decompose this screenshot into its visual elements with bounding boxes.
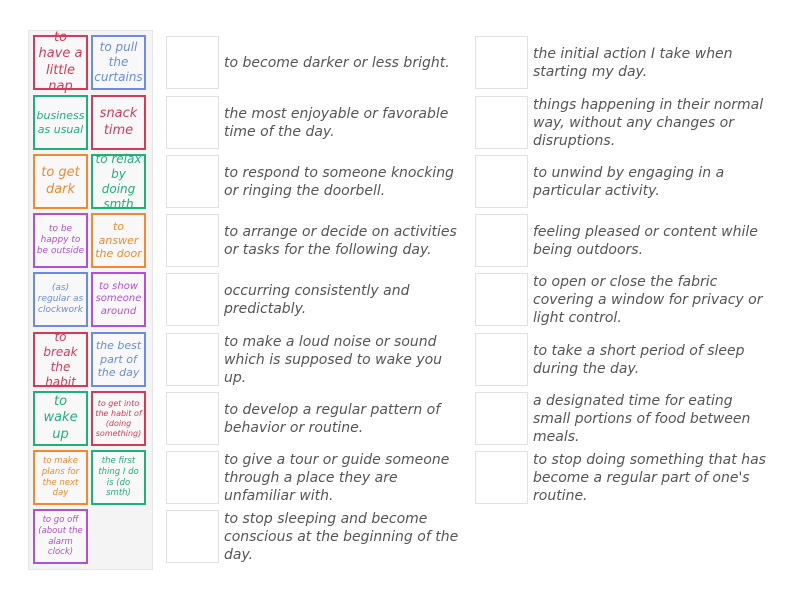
definition-text: the most enjoyable or favorable time of the day. (224, 105, 449, 140)
draggable-tile[interactable] (91, 332, 146, 387)
draggable-tile[interactable] (33, 95, 88, 150)
draggable-tile[interactable] (33, 329, 88, 389)
tile-label: to be happy to be outside (36, 223, 85, 257)
drop-slot[interactable] (166, 510, 219, 563)
definition-text: to respond to someone knocking or ringing the doorbell. (224, 164, 454, 199)
tile-label: to go off (about the alarm clock) (38, 515, 83, 558)
tile-label: to show someone around (95, 280, 142, 317)
drop-slot[interactable] (166, 96, 219, 149)
drop-slot[interactable] (166, 273, 219, 326)
tile-label: to break the habit (43, 329, 78, 389)
draggable-tile[interactable] (91, 391, 146, 446)
draggable-tile[interactable] (91, 35, 146, 90)
definition-text: to stop sleeping and become conscious at the beginning of the day. (224, 510, 459, 563)
draggable-tile[interactable] (33, 391, 88, 446)
drop-slot[interactable] (166, 214, 219, 267)
draggable-tile[interactable] (91, 213, 146, 268)
definition-text: to make a loud noise or sound which is supposed to wake you up. (224, 333, 443, 386)
draggable-tile[interactable] (91, 151, 146, 211)
draggable-tile[interactable] (33, 30, 88, 94)
tile-label: to have a little nap (38, 30, 83, 94)
definition-text: things happening in their normal way, without any changes or disruptions. (533, 96, 764, 149)
definition-text: to unwind by engaging in a particular activity. (533, 164, 725, 199)
drop-slot[interactable] (475, 214, 528, 267)
drop-slot[interactable] (475, 273, 528, 326)
definition-text: the initial action I take when starting my day. (533, 45, 733, 80)
tile-label: the first thing I do is (do smth) (98, 456, 139, 499)
drop-slot[interactable] (166, 155, 219, 208)
draggable-tile[interactable] (33, 213, 88, 268)
tile-label: to answer the door (95, 219, 142, 261)
definition-text: to take a short period of sleep during the day. (533, 342, 745, 377)
definition-text: to become darker or less bright. (224, 54, 450, 71)
drop-slot[interactable] (475, 36, 528, 89)
definition-text: to develop a regular pattern of behavior or routine. (224, 401, 441, 436)
drop-slot[interactable] (475, 96, 528, 149)
drop-slot[interactable] (166, 333, 219, 386)
definition-text: to arrange or decide on activities or tasks for the following day. (224, 223, 457, 258)
tile-label: business as usual (36, 108, 85, 136)
drop-slot[interactable] (475, 155, 528, 208)
tile-label: to pull the curtains (94, 40, 143, 84)
draggable-tile[interactable] (33, 450, 88, 505)
drop-slot[interactable] (475, 392, 528, 445)
definition-text: feeling pleased or content while being outdoors. (533, 223, 758, 258)
drop-slot[interactable] (475, 451, 528, 504)
definition-text: a designated time for eating small portions of food between meals. (533, 392, 751, 445)
tile-label: snack time (99, 106, 138, 138)
drop-slot[interactable] (475, 333, 528, 386)
tile-label: (as) regular as clockwork (37, 282, 84, 316)
drop-slot[interactable] (166, 36, 219, 89)
tile-label: to get dark (41, 165, 80, 197)
draggable-tile[interactable] (91, 95, 146, 150)
definition-text: to open or close the fabric covering a window for privacy or light control. (533, 273, 763, 326)
drop-slot[interactable] (166, 451, 219, 504)
draggable-tile[interactable] (33, 509, 88, 564)
draggable-tile[interactable] (33, 154, 88, 209)
tile-label: to make plans for the next day (41, 456, 80, 499)
tile-label: the best part of the day (95, 338, 142, 380)
tile-label: to wake up (43, 394, 78, 442)
drop-slot[interactable] (166, 392, 219, 445)
tile-label: to get into the habit of (doing something) (95, 398, 142, 438)
draggable-tile[interactable] (33, 272, 88, 327)
tile-label: to relax by doing smth (95, 151, 142, 211)
draggable-tile[interactable] (91, 450, 146, 505)
draggable-tile[interactable] (91, 272, 146, 327)
definition-text: to stop doing something that has become a regular part of one's routine. (533, 451, 766, 504)
definition-text: occurring consistently and predictably. (224, 282, 410, 317)
definition-text: to give a tour or guide someone through a place they are unfamiliar with. (224, 451, 450, 504)
